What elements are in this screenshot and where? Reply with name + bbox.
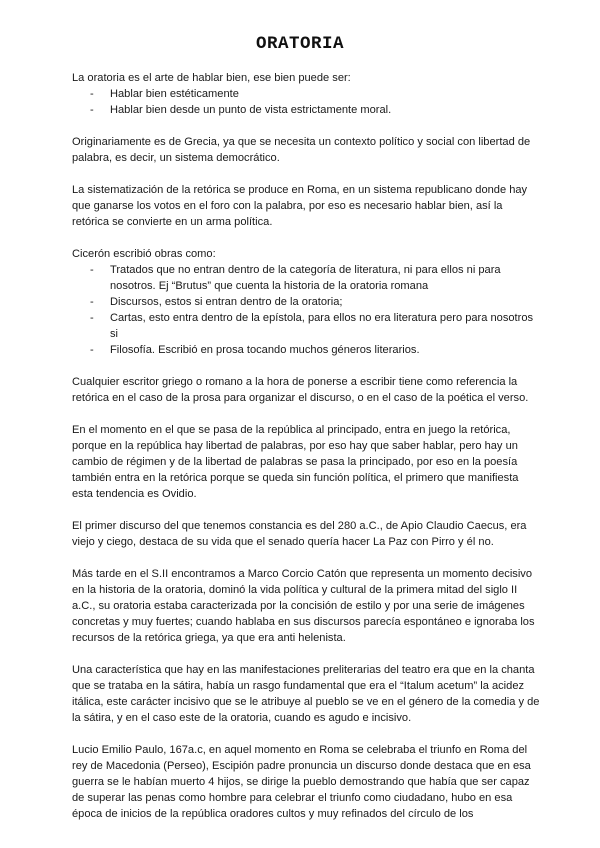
list-item: - Cartas, esto entra dentro de la epístola, para ellos no era literatura pero para nosotros si	[72, 310, 542, 342]
document-body	[72, 70, 542, 822]
paragraph-cato: Más tarde en el S.II encontramos a Marco Corcio Catón que representa un momento decisivo en la historia de la oratoria, dominó la vida política y cultural de la primera mitad del siglo II a.C., su oratoria estaba caracterizada por la concisión de estilo y por una serie de imágenes concretas y muy fuertes; cuando hablaba en sus discursos parecía espontáneo e ignoraba los recursos de la retórica griega, ya que era anti helenista.	[72, 568, 535, 644]
paragraph-greece: Originariamente es de Grecia, ya que se necesita un contexto político y social con libertad de palabra, es decir, un sistema democrático.	[72, 136, 531, 164]
paragraph-principate: En el momento en el que se pasa de la república al principado, entra en juego la retórica, porque en la república hay libertad de palabras, por eso hay que saber hablar, pero hay un cambio de régimen y de la libertad de palabras se pasa la principado, por eso en la poesía también entra en la retórica porque se queda sin función política, el primero que manifiesta esta tendencia es Ovidio.	[72, 424, 519, 500]
page-title: ORATORIA	[255, 34, 344, 54]
paragraph-rome: La sistematización de la retórica se produce en Roma, en un sistema republicano donde hay que ganarse los votos en el foro con la palabra, por eso es necesario hablar bien, así la retórica se convierte en un arma política.	[72, 184, 528, 228]
list-item: - Filosofía. Escribió en prosa tocando muchos géneros literarios.	[72, 342, 542, 358]
paragraph-italum-acetum: Una característica que hay en las manifestaciones preliterarias del teatro era que en la chanta que se trataba en la sátira, había un rasgo fundamental que era el “Italum acetum” la acidez itálica, este carácter incisivo que se le atribuye al pueblo se ve en el género de la comedia y de la sátira, y en el caso este de la oratoria, cuando es agudo e incisivo.	[72, 664, 540, 724]
paragraph-first-speech: El primer discurso del que tenemos constancia es del 280 a.C., de Apio Claudio Caecus, era viejo y ciego, destaca de su vida que el senado quería hacer La Paz con Pirro y él no.	[72, 520, 527, 548]
list-item: - Discursos, estos si entran dentro de la oratoria;	[72, 294, 542, 310]
intro-paragraph: La oratoria es el arte de hablar bien, ese bien puede ser:	[72, 72, 351, 84]
paragraph-emilio-paulo: Lucio Emilio Paulo, 167a.c, en aquel momento en Roma se celebraba el triunfo en Roma del rey de Macedonia (Perseo), Escipión padre pronuncia un discurso donde destaca que en esa guerra se le habían muerto 4 hijos, se dirige la pueblo demostrando que había que ser capaz de superar las penas como hombre para celebrar el triunfo como ciudadano, hubo en esa época de inicios de la república oradores cultos y muy refinados del círculo de los	[72, 744, 531, 820]
intro-list	[72, 86, 542, 118]
list-item: - Hablar bien desde un punto de vista estrictamente moral.	[72, 102, 542, 118]
list-item: - Tratados que no entran dentro de la categoría de literatura, ni para ellos ni para nosotros. Ej “Brutus” que cuenta la historia de la oratoria romana	[72, 262, 542, 294]
list-item: - Hablar bien estéticamente	[72, 86, 542, 102]
paragraph-writers: Cualquier escritor griego o romano a la hora de ponerse a escribir tiene como referencia la retórica en el caso de la prosa para organizar el discurso, o en el caso de la poética el verso.	[72, 376, 529, 404]
cicero-intro: Cicerón escribió obras como:	[72, 248, 216, 260]
cicero-list	[72, 262, 542, 358]
